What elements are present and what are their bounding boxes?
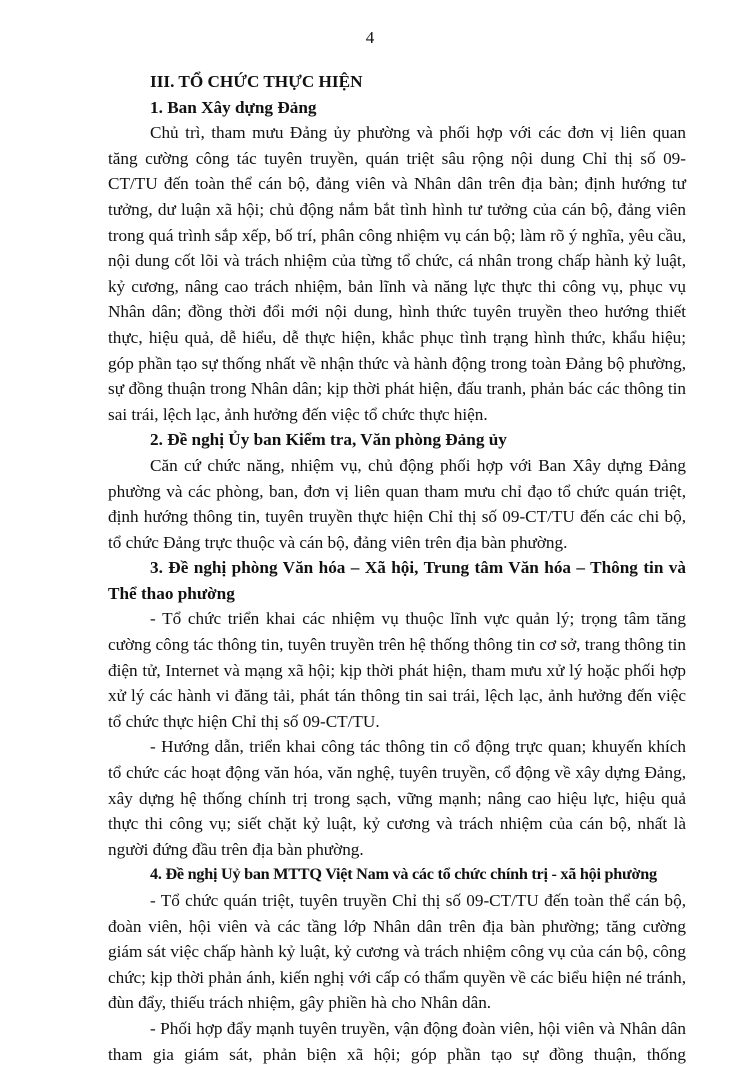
- paragraph-3-2: - Hướng dẫn, triển khai công tác thông tin cổ động trực quan; khuyến khích tổ chức các hoạt động văn hóa, văn nghệ, tuyên truyền, cổ động về xây dựng Đảng, xây dựng hệ thống chính trị trong sạch, vững mạnh; nâng cao hiệu lực, hiệu quả thực thi công vụ; siết chặt kỷ luật, kỷ cương và trách nhiệm của cán bộ, nhất là người đứng đầu trên địa bàn phường.: [108, 737, 686, 859]
- subsection-heading-2: 2. Đề nghị Ủy ban Kiểm tra, Văn phòng Đảng ủy: [150, 430, 507, 450]
- document-body: [108, 69, 686, 1067]
- paragraph-4-2: - Phối hợp đẩy mạnh tuyên truyền, vận động đoàn viên, hội viên và Nhân dân tham gia giám sát, phản biện xã hội; góp phần tạo sự đồng thuận, thống: [108, 1018, 686, 1064]
- subsection-heading-4: 4. Đề nghị Uỷ ban MTTQ Việt Nam và các tổ chức chính trị - xã hội phường: [150, 865, 657, 884]
- subsection-heading-1: 1. Ban Xây dựng Đảng: [150, 97, 317, 117]
- paragraph-2-1: Căn cứ chức năng, nhiệm vụ, chủ động phối hợp với Ban Xây dựng Đảng phường và các phòng, ban, đơn vị liên quan tham mưu chỉ đạo tổ chức quán triệt, định hướng thông tin, tuyên truyền thực hiện Chỉ thị số 09-CT/TU đến các chi bộ, tổ chức Đảng trực thuộc và cán bộ, đảng viên trên địa bàn phường.: [108, 455, 686, 552]
- section-title: III. TỔ CHỨC THỰC HIỆN: [150, 72, 363, 91]
- paragraph-4-1: - Tổ chức quán triệt, tuyên truyền Chỉ thị số 09-CT/TU đến toàn thể cán bộ, đoàn viên, hội viên và các tầng lớp Nhân dân trên địa bàn phường; tăng cường giám sát việc chấp hành kỷ luật, kỷ cương và trách nhiệm công vụ của cán bộ, công chức; kịp thời phản ánh, kiến nghị với cấp có thẩm quyền về các biểu hiện né tránh, đùn đẩy, thiếu trách nhiệm, gây phiền hà cho Nhân dân.: [108, 891, 686, 1013]
- paragraph-3-1: - Tổ chức triển khai các nhiệm vụ thuộc lĩnh vực quản lý; trọng tâm tăng cường công tác thông tin, tuyên truyền trên hệ thống thông tin cơ sở, trang thông tin điện tử, Internet và mạng xã hội; kịp thời phát hiện, tham mưu xử lý hoặc phối hợp xử lý các hành vi đăng tải, phát tán thông tin sai trái, lệch lạc, ảnh hưởng đến việc tổ chức thực hiện Chỉ thị số 09-CT/TU.: [108, 609, 686, 731]
- subsection-heading-3: 3. Đề nghị phòng Văn hóa – Xã hội, Trung tâm Văn hóa – Thông tin và Thể thao phường: [108, 558, 686, 603]
- page-number: 4: [365, 28, 375, 47]
- paragraph-1-1: Chủ trì, tham mưu Đảng ủy phường và phối hợp với các đơn vị liên quan tăng cường công tác tuyên truyền, quán triệt sâu rộng nội dung Chỉ thị số 09-CT/TU đến toàn thể cán bộ, đảng viên và Nhân dân trên địa bàn; định hướng tư tưởng, dư luận xã hội; chủ động nắm bắt tình hình tư tưởng của cán bộ, đảng viên trong quá trình sắp xếp, bố trí, phân công nhiệm vụ cán bộ; làm rõ ý nghĩa, yêu cầu, nội dung cốt lõi và trách nhiệm của từng tổ chức, cá nhân trong chấp hành kỷ luật, kỷ cương, nâng cao trách nhiệm, bản lĩnh và năng lực thực thi công vụ, phục vụ Nhân dân; đồng thời đổi mới nội dung, hình thức tuyên truyền theo hướng thiết thực, hiệu quả, dễ hiểu, dễ thực hiện, khắc phục tình trạng hình thức, khẩu hiệu; góp phần tạo sự thống nhất về nhận thức và hành động trong toàn Đảng bộ phường, sự đồng thuận trong Nhân dân; kịp thời phát hiện, đấu tranh, phản bác các thông tin sai trái, lệch lạc, ảnh hưởng đến việc tổ chức thực hiện.: [108, 123, 686, 424]
